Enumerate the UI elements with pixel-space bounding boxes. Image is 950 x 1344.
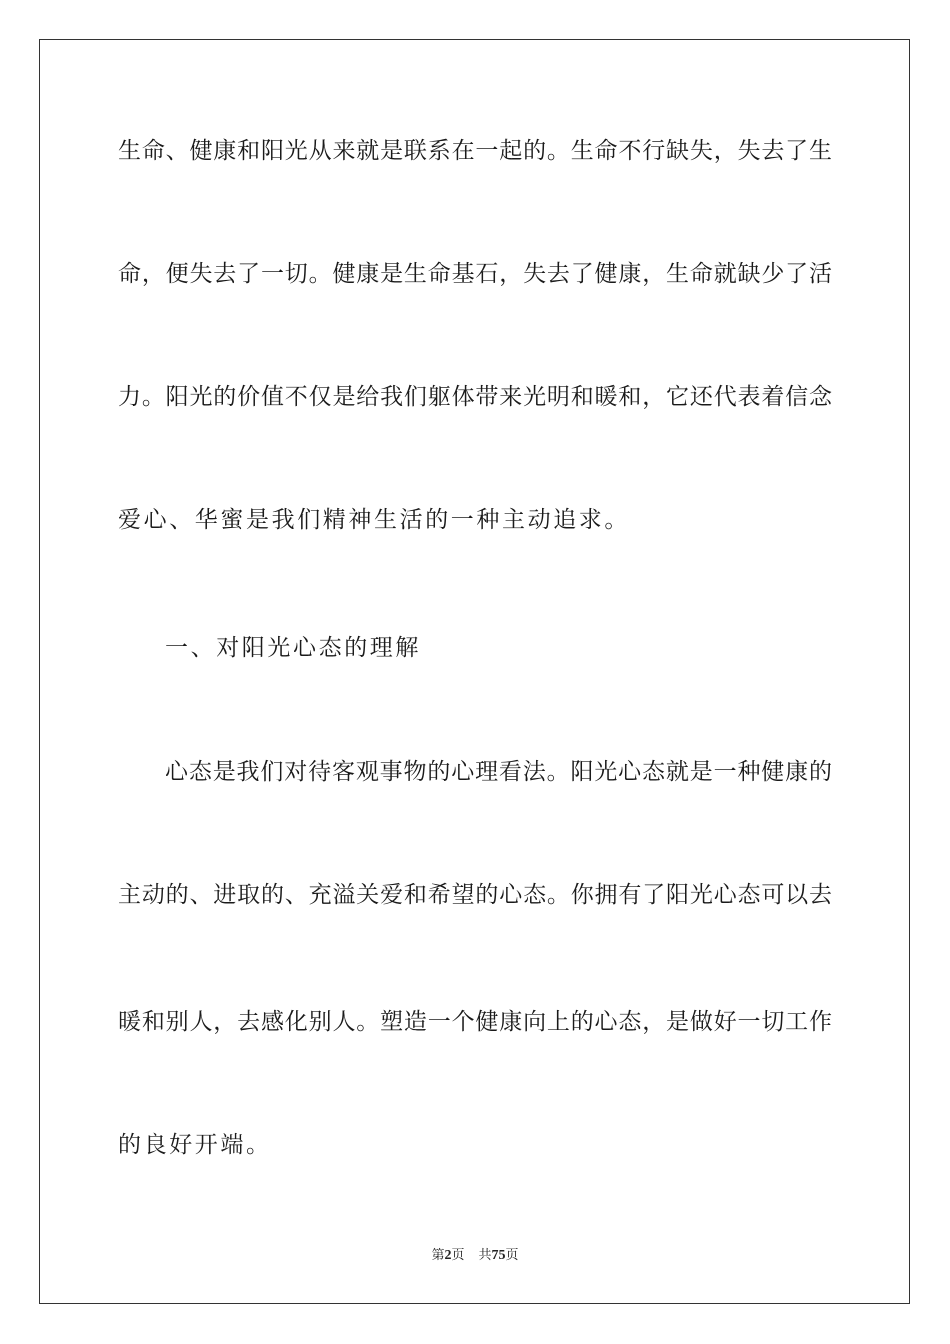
total-label-prefix: 共 [478,1248,492,1263]
total-pages: 75 [491,1248,506,1263]
section-heading: 一、对阳光心态的理解 [165,635,421,661]
paragraph-line: 命，便失去了一切。健康是生命基石，失去了健康，生命就缺少了活 [118,261,832,287]
page-label-prefix: 第 [431,1248,445,1263]
paragraph-line: 主动的、进取的、充溢关爱和希望的心态。你拥有了阳光心态可以去 [118,882,832,908]
paragraph-line: 生命、健康和阳光从来就是联系在一起的。生命不行缺失，失去了生 [118,138,832,164]
page-label-suffix: 页 [451,1248,465,1263]
paragraph-line: 暖和别人，去感化别人。塑造一个健康向上的心态，是做好一切工作 [118,1009,832,1035]
total-label-suffix: 页 [505,1248,519,1263]
page-border [39,39,910,1304]
paragraph-line: 的良好开端。 [118,1132,272,1158]
page-number: 2 [444,1248,452,1263]
paragraph-line: 心态是我们对待客观事物的心理看法。阳光心态就是一种健康的 [165,759,832,785]
paragraph-line: 爱心、华蜜是我们精神生活的一种主动追求。 [118,507,630,533]
page-footer [0,1247,950,1265]
paragraph-line: 力。阳光的价值不仅是给我们躯体带来光明和暖和，它还代表着信念 [118,384,832,410]
